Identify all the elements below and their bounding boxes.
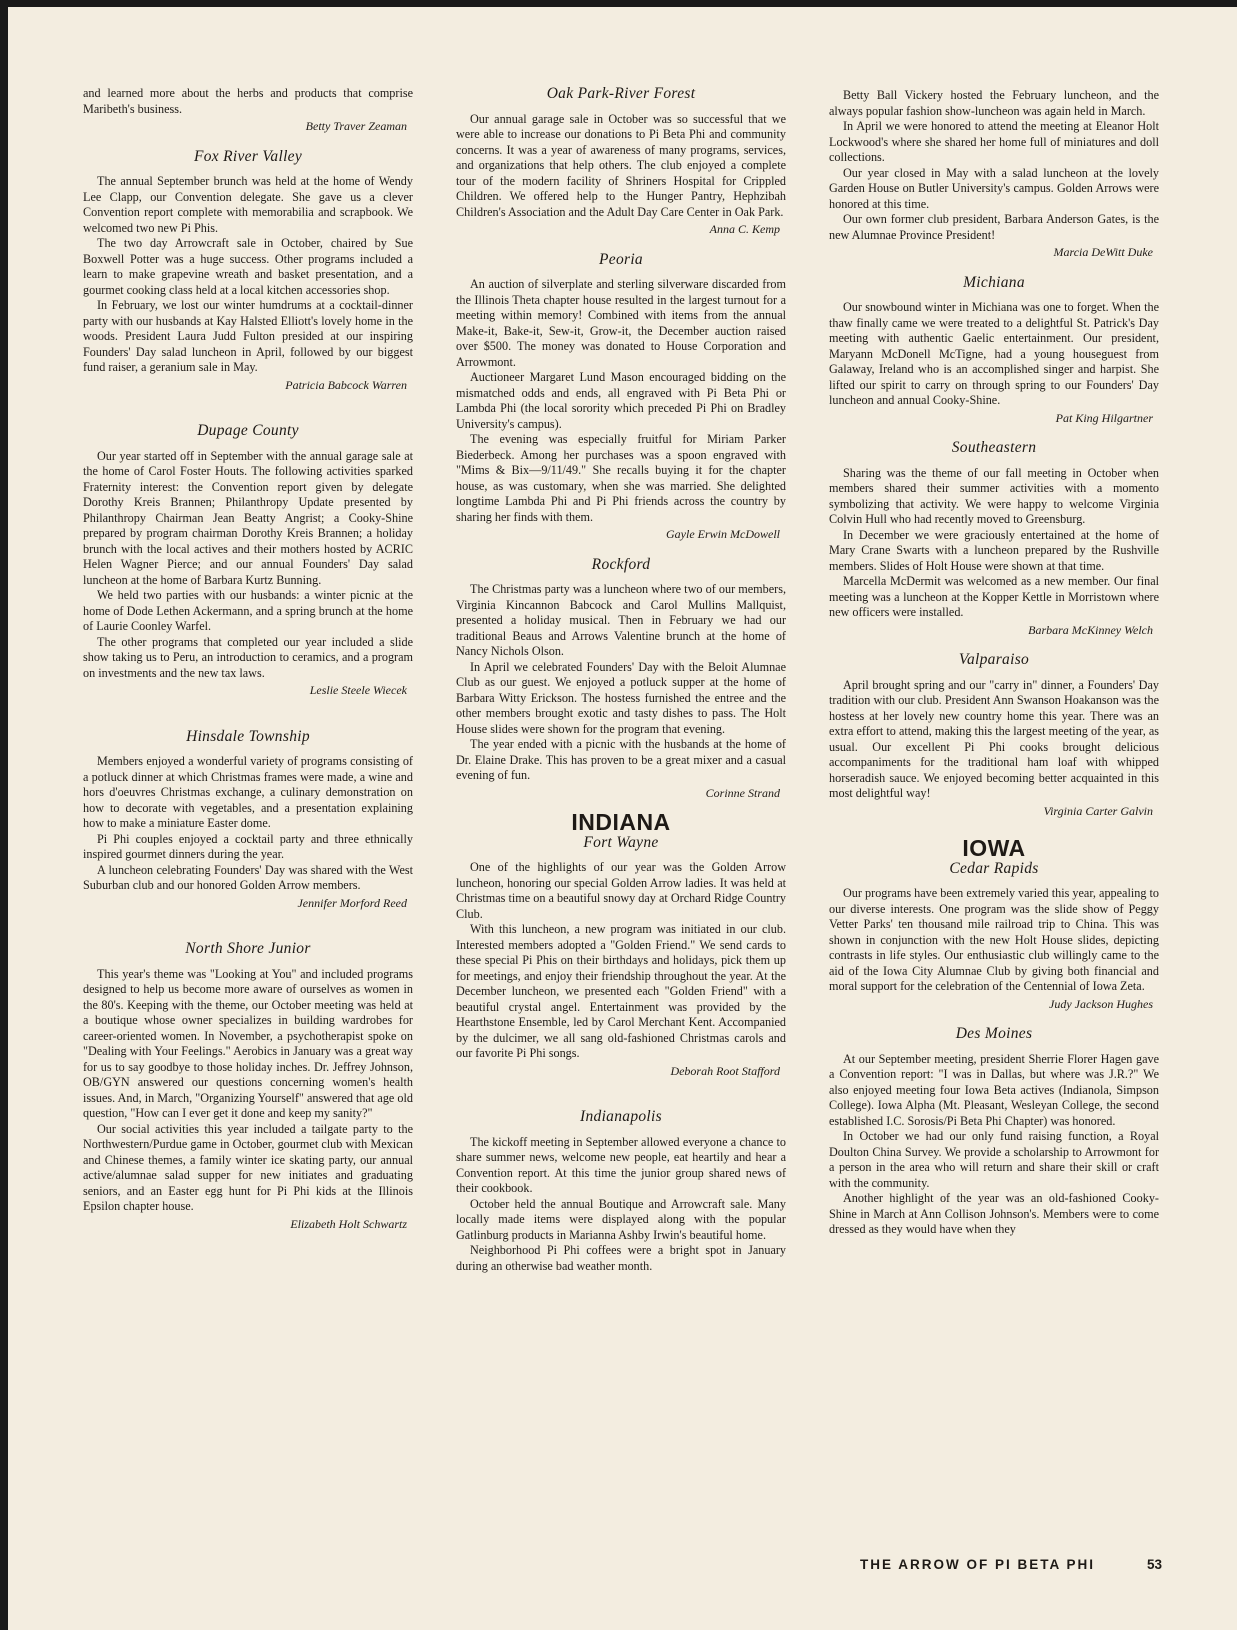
column-right (829, 88, 1159, 1238)
paragraph: In December we were graciously entertained at the home of Mary Crane Swarts with a luncheon prepared by the Rushville members. Slides of Holt House were shown at that time. (829, 527, 1159, 573)
paragraph: We held two parties with our husbands: a winter picnic at the home of Dode Lethen Ackermann, and a spring brunch at the home of Laurie Coonley Warfel. (83, 588, 413, 633)
paragraph: Auctioneer Margaret Lund Mason encouraged bidding on the mismatched odds and ends, all engraved with Pi Beta Phi or Lambda Phi (the local sorority which preceded Pi Phi on Bradley University's campus). (456, 370, 786, 431)
section-heading: Peoria (599, 250, 643, 268)
page-number: 53 (1147, 1557, 1163, 1572)
publication-footer: THE ARROW OF PI BETA PHI (860, 1557, 1095, 1572)
signature: Virginia Carter Galvin (1043, 803, 1153, 818)
paragraph: At our September meeting, president Sherrie Florer Hagen gave a Convention report: "I was in Dallas, but where was J.R.?" We also enjoyed meeting four Iowa Beta actives (Indianola, Simpson College). Iowa Alpha (Mt. Pleasant, Wesleyan College, the second established I.C. Sorosis/Pi Beta Phi Chapter) was honored. (829, 1051, 1159, 1128)
scan-edge-top (0, 0, 1237, 7)
signature: Patricia Babcock Warren (285, 377, 407, 392)
section-heading: Michiana (963, 273, 1025, 291)
paragraph: The year ended with a picnic with the husbands at the home of Dr. Elaine Drake. This has proven to be a great mixer and a casual evening of fun. (456, 737, 786, 782)
signature: Leslie Steele Wiecek (309, 683, 407, 697)
paragraph: Our annual garage sale in October was so successful that we were able to increase our donations to Pi Beta Phi and community concerns. It was a year of awareness of many programs, services, and organizations that help others. The club enjoyed a complete tour of the modern facility of Shriners Hospital for Crippled Children. We offered help to the Hunger Pantry, Hephzibah Children's Association and the Adult Day Care Center in Oak Park. (456, 111, 786, 219)
paragraph: Betty Ball Vickery hosted the February luncheon, and the always popular fashion show-luncheon was again held in March. (829, 88, 1159, 118)
signature: Betty Traver Zeaman (305, 119, 407, 133)
paragraph: The two day Arrowcraft sale in October, chaired by Sue Boxwell Potter was a huge success. Other programs included a learn to make grapevine wreath and basket presentation, and a gourmet cooking class held at a local kitchen accessories shop. (83, 236, 413, 297)
paragraph: An auction of silverplate and sterling silverware discarded from the Illinois Theta chapter house resulted in the largest turnout for a meeting within memory! Combined with items from the annual Make-it, Bake-it, Sew-it, Grow-it, the December auction raised over $500. The money was donated to House Corporation and Arrowmont. (456, 277, 786, 369)
paragraph: Marcella McDermit was welcomed as a new member. Our final meeting was a luncheon at the Kopper Kettle in Morristown where new officers were installed. (829, 574, 1159, 619)
paragraph: The kickoff meeting in September allowed everyone a chance to share summer news, welcome new people, eat heartily and hear a Convention report. At this time the junior group shared news of their cookbook. (456, 1134, 786, 1195)
section-heading: North Shore Junior (185, 940, 311, 957)
section-heading: Oak Park-River Forest (546, 85, 696, 102)
section-heading: Indianapolis (580, 1108, 662, 1125)
paragraph: In February, we lost our winter humdrums at a cocktail-dinner party with our husbands at Kay Halsted Elliott's lovely home in the woods. President Laura Judd Fulton presided at our inspiring Founders' Day salad luncheon in April, followed by our biggest fund raiser, a geranium sale in May. (83, 298, 413, 374)
signature: Judy Jackson Hughes (1049, 996, 1153, 1011)
paragraph: This year's theme was "Looking at You" and included programs designed to help us become more aware of ourselves as women in the 80's. Keeping with the theme, our October meeting was held at a boutique whose owner specializes in building wardrobes for career-oriented women. In November, a psychotherapist spoke on "Dealing with Your Feelings." Aerobics in January was a great way for us to say goodbye to those holiday inches. Dr. Jeffrey Johnson, OB/GYN answered our questions concerning women's health issues. And, in March, "Organizing Yourself" answered that age old question, "How can I ever get it done and keep my sanity?" (83, 966, 413, 1120)
section-heading: Valparaiso (958, 651, 1030, 668)
signature: Gayle Erwin McDowell (666, 527, 780, 541)
column-left (83, 86, 413, 1232)
signature: Barbara McKinney Welch (1028, 622, 1153, 637)
paragraph: Our snowbound winter in Michiana was one to forget. When the thaw finally came we were treated to a delightful St. Patrick's Day meeting with authentic Gaelic entertainment. Our president, Maryann McDonell McTigne, had a young houseguest from Galaway, Ireland who is an accomplished singer and harpist. She lifted our spirit to carry on through spring to our Founders' Day luncheon and annual Cooky-Shine. (829, 300, 1159, 407)
paragraph: October held the annual Boutique and Arrowcraft sale. Many locally made items were displayed along with the popular Gatlinburg products in Marianna Ashby Irwin's beautiful home. (456, 1196, 786, 1242)
signature: Deborah Root Stafford (670, 1063, 780, 1078)
section-heading: Hinsdale Township (186, 727, 310, 745)
signature: Elizabeth Holt Schwartz (290, 1216, 407, 1231)
paragraph: Pi Phi couples enjoyed a cocktail party and three ethnically inspired gourmet dinners during the year. (83, 831, 413, 861)
scan-edge-left (0, 0, 8, 1630)
paragraph: Sharing was the theme of our fall meeting in October when members shared their summer activities with a momento symbolizing that activity. We were happy to welcome Virginia Colvin Hull who had recently moved to Greensburg. (829, 465, 1159, 526)
paragraph: Members enjoyed a wonderful variety of programs consisting of a potluck dinner at which Christmas frames were made, a wine and hors d'oeuvres Christmas exchange, a culinary demonstration on how to decorate with vegetables, and a presentation explaining how to make a miniature Easter dome. (83, 754, 413, 830)
paragraph: Our year closed in May with a salad luncheon at the lovely Garden House on Butler University's campus. Golden Arrows were honored at this time. (829, 165, 1159, 211)
paragraph: April brought spring and our "carry in" dinner, a Founders' Day tradition with our club. President Ann Swanson Hoakanson was the hostess at her lovely new country home this year. There was an extra effort to attend, making this the largest meeting of the year, as usual. Our excellent Pi Phi cooks brought delicious accompaniments for the traditional ham loaf with whipped horseradish sauce. We enjoyed becoming better acquainted in this most delightful way! (829, 677, 1159, 800)
section-heading: Cedar Rapids (949, 859, 1039, 877)
paragraph: The Christmas party was a luncheon where two of our members, Virginia Kincannon Babcock and Carol Mullins Mallquist, presented a holiday musical. Then in February we had our traditional Beaus and Arrows Valentine brunch at the home of Nancy Nichols Olson. (456, 582, 786, 658)
paragraph: The evening was especially fruitful for Miriam Parker Biederbeck. Among her purchases was a spoon engraved with "Mims & Bix—9/11/49." She recalls buying it for the chapter house, as was customary, when she was married. She delighted longtime Lambda Phi and Pi Phi friends across the country by sharing her finds with them. (456, 432, 786, 524)
signature: Jennifer Morford Reed (297, 895, 407, 910)
paragraph: The annual September brunch was held at the home of Wendy Lee Clapp, our Convention delegate. She gave us a clever Convention report complete with memorabilia and scrapbook. We welcomed two new Pi Phis. (83, 174, 413, 235)
section-heading: Southeastern (951, 439, 1037, 456)
section-heading: Rockford (591, 555, 651, 573)
paragraph: In April we were honored to attend the meeting at Eleanor Holt Lockwood's where she shared her home full of miniatures and doll collections. (829, 119, 1159, 164)
paragraph: Our year started off in September with the annual garage sale at the home of Carol Foster Houts. The following activities sparked Fraternity interest: the Convention report given by delegate Dorothy Kreis Brannen; Philanthropy Update presented by Philanthropy Chairman Jean Beatty Angrist; a Cooky-Shine prepared by program chairman Dorothy Kreis Brannen; a holiday brunch with the local actives and their mothers hosted by ACRIC Helen Wagner Pierce; and our annual Founders' Day salad luncheon at the home of Barbara Kurtz Bunning. (83, 448, 413, 587)
paragraph: The other programs that completed our year included a slide show taking us to Peru, an introduction to ceramics, and a program on investments and the new tax laws. (83, 634, 413, 680)
paragraph: In October we had our only fund raising function, a Royal Doulton China Survey. We provide a scholarship to Arrowmont for a person in the area who will return and share their skill or craft with the community. (829, 1129, 1159, 1190)
paragraph: A luncheon celebrating Founders' Day was shared with the West Suburban club and our honored Golden Arrow members. (83, 862, 413, 892)
paragraph: and learned more about the herbs and products that comprise Maribeth's business. (83, 86, 413, 116)
section-heading: Fort Wayne (583, 833, 659, 851)
signature: Corinne Strand (705, 785, 780, 800)
signature: Anna C. Kemp (709, 222, 780, 236)
paragraph: Our social activities this year included a tailgate party to the Northwestern/Purdue game in October, gourmet club with Mexican and Chinese themes, a family winter ice skating party, our annual active/alumnae salad supper for new initiates and graduating seniors, and an Easter egg hunt for Pi Phi kids at the Illinois Epsilon chapter house. (83, 1121, 413, 1213)
paragraph: Our own former club president, Barbara Anderson Gates, is the new Alumnae Province President! (829, 212, 1159, 242)
paragraph: One of the highlights of our year was the Golden Arrow luncheon, honoring our special Golden Arrow ladies. It was held at Christmas time on a beautiful snowy day at Orchard Ridge Country Club. (456, 860, 786, 921)
signature: Marcia DeWitt Duke (1053, 245, 1153, 259)
paragraph: With this luncheon, a new program was initiated in our club. Interested members adopted a "Golden Friend." We send cards to these special Pi Phis on their birthdays and holidays, pick them up for meetings, and enjoy their friendship throughout the year. At the December luncheon, we presented each "Golden Friend" with a beautiful crystal angel. Entertainment was provided by the Hearthstone Ensemble, led by Carol Merchant Kent. Accompanied by the dulcimer, we all sang old-fashioned Christmas carols and our favorite Pi Phi songs. (456, 922, 786, 1060)
paragraph: Our programs have been extremely varied this year, appealing to our diverse interests. One program was the slide show of Peggy Vetter Parks' ten thousand mile railroad trip to China. This was shown in conjunction with the new Holt House slides, depicting contrasts in life styles. Our enthusiastic club willingly came to the aid of the Iowa City Alumnae Club by giving both financial and moral support for the celebration of the Centennial of Iowa Zeta. (829, 886, 1159, 993)
state-heading: IOWA (962, 835, 1026, 861)
state-heading: INDIANA (571, 809, 671, 835)
column-middle (456, 86, 786, 1274)
section-heading: Des Moines (955, 1025, 1033, 1042)
section-heading: Fox River Valley (193, 147, 303, 165)
section-heading: Dupage County (197, 422, 299, 439)
signature: Pat King Hilgartner (1055, 410, 1153, 425)
paragraph: Another highlight of the year was an old-fashioned Cooky-Shine in March at Ann Collison Johnson's. Members were to come dressed as they would have when they (829, 1191, 1159, 1236)
paragraph: In April we celebrated Founders' Day with the Beloit Alumnae Club as our guest. We enjoyed a potluck supper at the home of Barbara Witty Erickson. The hostess furnished the entree and the other members brought exotic and tasty dishes to pass. The Holt House slides were shown for the program that evening. (456, 659, 786, 736)
paragraph: Neighborhood Pi Phi coffees were a bright spot in January during an otherwise bad weather month. (456, 1243, 786, 1273)
